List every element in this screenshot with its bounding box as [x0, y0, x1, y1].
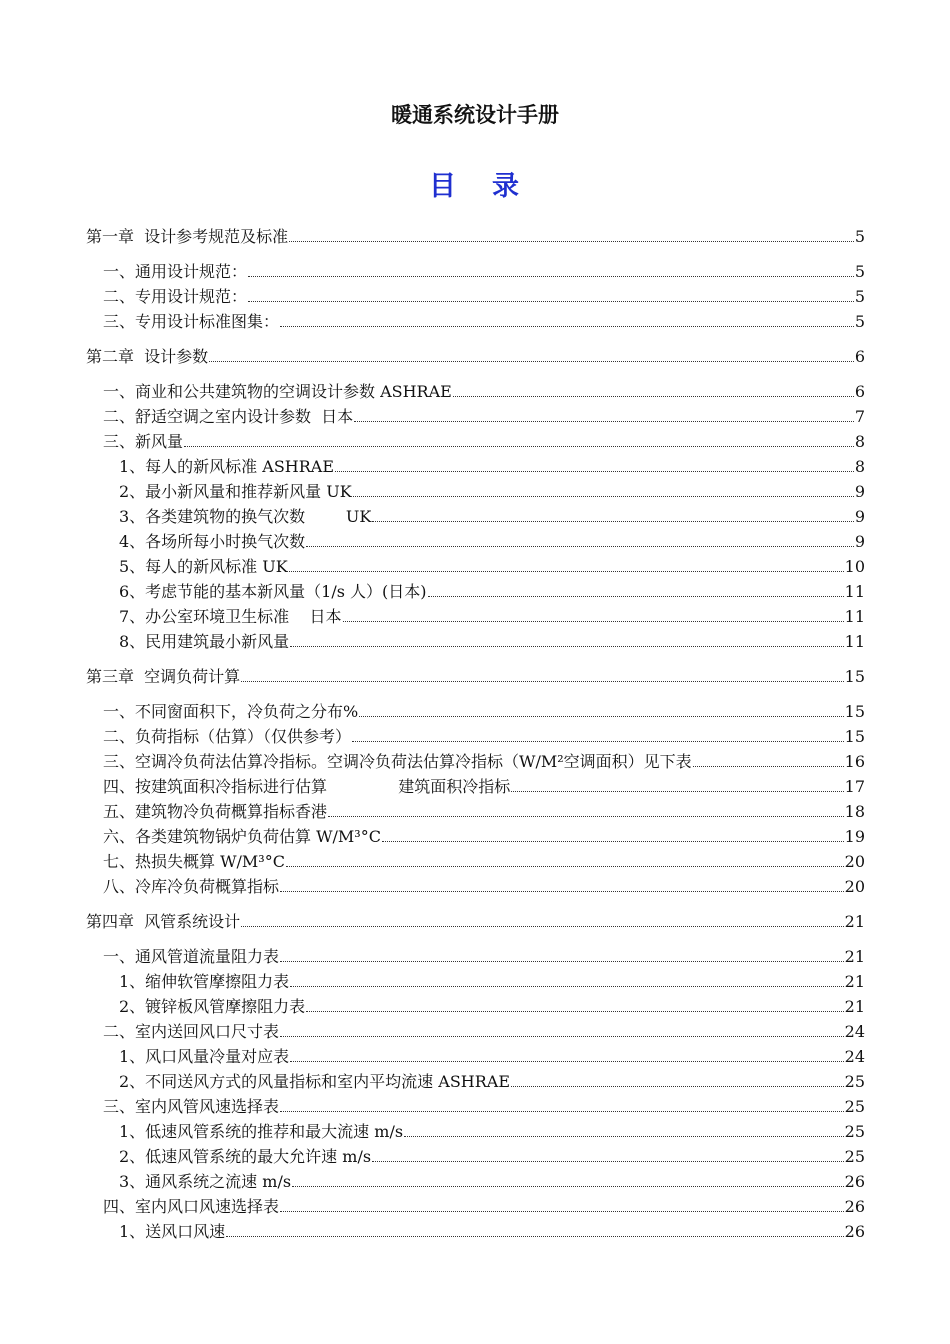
- toc-entry-label: 7、办公室环境卫生标准 日本: [119, 607, 342, 626]
- toc-entry-label: 1、每人的新风标准 ASHRAE: [119, 457, 335, 476]
- toc-entry[interactable]: [103, 286, 865, 308]
- toc-entry-label: 3、通风系统之流速 m/s: [119, 1172, 292, 1191]
- toc-entry[interactable]: [103, 311, 865, 333]
- toc-entry-label: 八、冷库冷负荷概算指标: [103, 877, 280, 896]
- toc-entry-label: 七、热损失概算 W/M³°C: [103, 852, 285, 871]
- toc-entry-label: 三、空调冷负荷法估算冷指标。空调冷负荷法估算冷指标（W/M²空调面积）见下表: [103, 752, 692, 771]
- toc-dot-leader: [353, 496, 854, 497]
- toc-entry-page-number: 8: [854, 432, 865, 451]
- toc-dot-leader: [372, 1161, 844, 1162]
- toc-dot-leader: [335, 471, 854, 472]
- toc-entry-page-number: 5: [854, 262, 865, 281]
- toc-entry-label: 二、舒适空调之室内设计参数 日本: [103, 407, 354, 426]
- toc-entry[interactable]: [119, 1171, 865, 1193]
- toc-entry-page-number: 15: [844, 727, 865, 746]
- toc-entry-label: 二、室内送回风口尺寸表: [103, 1022, 280, 1041]
- toc-entry-label: 三、专用设计标准图集：: [103, 312, 280, 331]
- toc-dot-leader: [306, 1011, 843, 1012]
- toc-entry-page-number: 15: [844, 667, 865, 686]
- toc-entry-label: 六、各类建筑物锅炉负荷估算 W/M³°C: [103, 827, 381, 846]
- toc-entry[interactable]: [119, 556, 865, 578]
- toc-entry-label: 6、考虑节能的基本新风量（1/s 人）(日本): [119, 582, 427, 601]
- toc-entry[interactable]: [103, 726, 865, 748]
- toc-entry-page-number: 11: [844, 607, 865, 626]
- toc-entry[interactable]: [119, 631, 865, 653]
- toc-entry[interactable]: [103, 431, 865, 453]
- toc-entry-page-number: 9: [854, 532, 865, 551]
- toc-entry[interactable]: [119, 1046, 865, 1068]
- toc-entry-page-number: 8: [854, 457, 865, 476]
- toc-entry-page-number: 25: [844, 1122, 865, 1141]
- toc-dot-leader: [428, 596, 844, 597]
- toc-entry-page-number: 20: [844, 877, 865, 896]
- toc-entry-label: 1、低速风管系统的推荐和最大流速 m/s: [119, 1122, 404, 1141]
- toc-dot-leader: [352, 741, 844, 742]
- toc-entry-page-number: 21: [844, 997, 865, 1016]
- toc-dot-leader: [292, 1186, 844, 1187]
- toc-entry-page-number: 9: [854, 482, 865, 501]
- toc-dot-leader: [511, 791, 843, 792]
- toc-entry[interactable]: [103, 1196, 865, 1218]
- toc-dot-leader: [511, 1086, 844, 1087]
- toc-entry[interactable]: [103, 826, 865, 848]
- toc-entry-label: 2、低速风管系统的最大允许速 m/s: [119, 1147, 372, 1166]
- toc-entry[interactable]: [119, 581, 865, 603]
- toc-dot-leader: [693, 766, 844, 767]
- toc-entry[interactable]: [103, 751, 865, 773]
- toc-entry-page-number: 25: [844, 1097, 865, 1116]
- toc-entry[interactable]: [103, 801, 865, 823]
- toc-entry[interactable]: [103, 701, 865, 723]
- toc-entry[interactable]: [86, 666, 865, 688]
- toc-entry[interactable]: [103, 1021, 865, 1043]
- toc-entry-label: 一、不同窗面积下，冷负荷之分布%: [103, 702, 359, 721]
- toc-entry[interactable]: [119, 1146, 865, 1168]
- toc-dot-leader: [289, 241, 854, 242]
- toc-dot-leader: [289, 571, 844, 572]
- toc-entry-label: 五、建筑物冷负荷概算指标香港: [103, 802, 328, 821]
- toc-entry-page-number: 16: [844, 752, 865, 771]
- toc-entry-label: 四、室内风口风速选择表: [103, 1197, 280, 1216]
- toc-dot-leader: [241, 926, 843, 927]
- toc-entry[interactable]: [119, 506, 865, 528]
- toc-entry-label: 2、镀锌板风管摩擦阻力表: [119, 997, 306, 1016]
- toc-entry[interactable]: [119, 1071, 865, 1093]
- toc-entry-page-number: 18: [844, 802, 865, 821]
- toc-entry-page-number: 21: [844, 912, 865, 931]
- toc-entry[interactable]: [119, 971, 865, 993]
- toc-dot-leader: [354, 421, 854, 422]
- toc-entry[interactable]: [103, 946, 865, 968]
- toc-entry-label: 一、商业和公共建筑物的空调设计参数 ASHRAE: [103, 382, 452, 401]
- toc-entry-page-number: 21: [844, 947, 865, 966]
- toc-dot-leader: [280, 891, 844, 892]
- toc-entry-label: 一、通风管道流量阻力表: [103, 947, 280, 966]
- toc-dot-leader: [290, 986, 843, 987]
- toc-entry[interactable]: [119, 481, 865, 503]
- toc-entry[interactable]: [103, 776, 865, 798]
- toc-entry-page-number: 25: [844, 1072, 865, 1091]
- toc-entry-page-number: 20: [844, 852, 865, 871]
- toc-dot-leader: [280, 1036, 844, 1037]
- toc-dot-leader: [382, 841, 844, 842]
- toc-entry-label: 8、民用建筑最小新风量: [119, 632, 290, 651]
- toc-entry-label: 2、不同送风方式的风量指标和室内平均流速 ASHRAE: [119, 1072, 511, 1091]
- toc-entry-label: 三、新风量: [103, 432, 184, 451]
- toc-entry-label: 第二章 设计参数: [86, 347, 209, 366]
- toc-entry-label: 第一章 设计参考规范及标准: [86, 227, 289, 246]
- toc-dot-leader: [290, 1061, 843, 1062]
- toc-dot-leader: [280, 1111, 844, 1112]
- toc-heading-char-1: 目: [429, 171, 458, 202]
- toc-entry-page-number: 17: [844, 777, 865, 796]
- toc-entry-page-number: 10: [844, 557, 865, 576]
- toc-entry-page-number: 5: [854, 227, 865, 246]
- toc-dot-leader: [226, 1236, 843, 1237]
- toc-entry-page-number: 9: [854, 507, 865, 526]
- toc-entry[interactable]: [119, 1221, 865, 1243]
- toc-entry[interactable]: [119, 531, 865, 553]
- toc-entry-page-number: 24: [844, 1047, 865, 1066]
- toc-entry[interactable]: [86, 911, 865, 933]
- toc-dot-leader: [248, 276, 854, 277]
- toc-dot-leader: [372, 521, 854, 522]
- toc-entry-page-number: 26: [844, 1172, 865, 1191]
- toc-dot-leader: [328, 816, 844, 817]
- toc-entry-label: 二、负荷指标（估算）（仅供参考）: [103, 727, 352, 746]
- toc-entry-page-number: 5: [854, 287, 865, 306]
- toc-entry-label: 4、各场所每小时换气次数: [119, 532, 306, 551]
- toc-entry-page-number: 25: [844, 1147, 865, 1166]
- toc-dot-leader: [306, 546, 854, 547]
- toc-entry-page-number: 7: [854, 407, 865, 426]
- toc-entry[interactable]: [103, 876, 865, 898]
- toc-entry-label: 3、各类建筑物的换气次数 UK: [119, 507, 372, 526]
- toc-entry[interactable]: [103, 851, 865, 873]
- toc-dot-leader: [286, 866, 844, 867]
- toc-entry-label: 第四章 风管系统设计: [86, 912, 241, 931]
- toc-dot-leader: [209, 361, 854, 362]
- toc-dot-leader: [280, 326, 854, 327]
- toc-dot-leader: [248, 301, 854, 302]
- toc-entry-page-number: 11: [844, 632, 865, 651]
- toc-entry[interactable]: [103, 406, 865, 428]
- toc-entry-label: 1、送风口风速: [119, 1222, 226, 1241]
- toc-entry[interactable]: [86, 226, 865, 248]
- toc-dot-leader: [359, 716, 843, 717]
- toc-entry-label: 第三章 空调负荷计算: [86, 667, 241, 686]
- toc-entry[interactable]: [119, 1121, 865, 1143]
- toc-entry-page-number: 15: [844, 702, 865, 721]
- toc-dot-leader: [280, 1211, 844, 1212]
- toc-entry-label: 四、按建筑面积冷指标进行估算 建筑面积冷指标: [103, 777, 511, 796]
- toc-entry-label: 1、缩伸软管摩擦阻力表: [119, 972, 290, 991]
- toc-dot-leader: [280, 961, 844, 962]
- toc-dot-leader: [241, 681, 843, 682]
- toc-entry[interactable]: [119, 456, 865, 478]
- toc-entry-page-number: 24: [844, 1022, 865, 1041]
- toc-entry-page-number: 21: [844, 972, 865, 991]
- toc-dot-leader: [184, 446, 854, 447]
- toc-entry-page-number: 11: [844, 582, 865, 601]
- toc-heading: [0, 164, 950, 203]
- toc-dot-leader: [453, 396, 854, 397]
- toc-entry-page-number: 6: [854, 382, 865, 401]
- toc-dot-leader: [404, 1136, 844, 1137]
- toc-entry-label: 1、风口风量冷量对应表: [119, 1047, 290, 1066]
- toc-entry-label: 二、专用设计规范：: [103, 287, 248, 306]
- toc-entry[interactable]: [103, 261, 865, 283]
- toc-dot-leader: [343, 621, 844, 622]
- toc-entry[interactable]: [103, 1096, 865, 1118]
- toc-entry-page-number: 19: [844, 827, 865, 846]
- toc-entry[interactable]: [103, 381, 865, 403]
- toc-entry[interactable]: [86, 346, 865, 368]
- toc-entry-label: 一、通用设计规范：: [103, 262, 248, 281]
- toc-entry-label: 三、室内风管风速选择表: [103, 1097, 280, 1116]
- toc-entry-page-number: 5: [854, 312, 865, 331]
- toc-entry-page-number: 6: [854, 347, 865, 366]
- toc-entry[interactable]: [119, 996, 865, 1018]
- toc-heading-char-2: 录: [492, 171, 521, 202]
- toc-entry-page-number: 26: [844, 1222, 865, 1241]
- toc-dot-leader: [290, 646, 843, 647]
- toc-entry-page-number: 26: [844, 1197, 865, 1216]
- toc-entry[interactable]: [119, 606, 865, 628]
- document-title: 暖通系统设计手册: [391, 102, 559, 127]
- toc-entry-label: 5、每人的新风标准 UK: [119, 557, 288, 576]
- toc-entry-label: 2、最小新风量和推荐新风量 UK: [119, 482, 352, 501]
